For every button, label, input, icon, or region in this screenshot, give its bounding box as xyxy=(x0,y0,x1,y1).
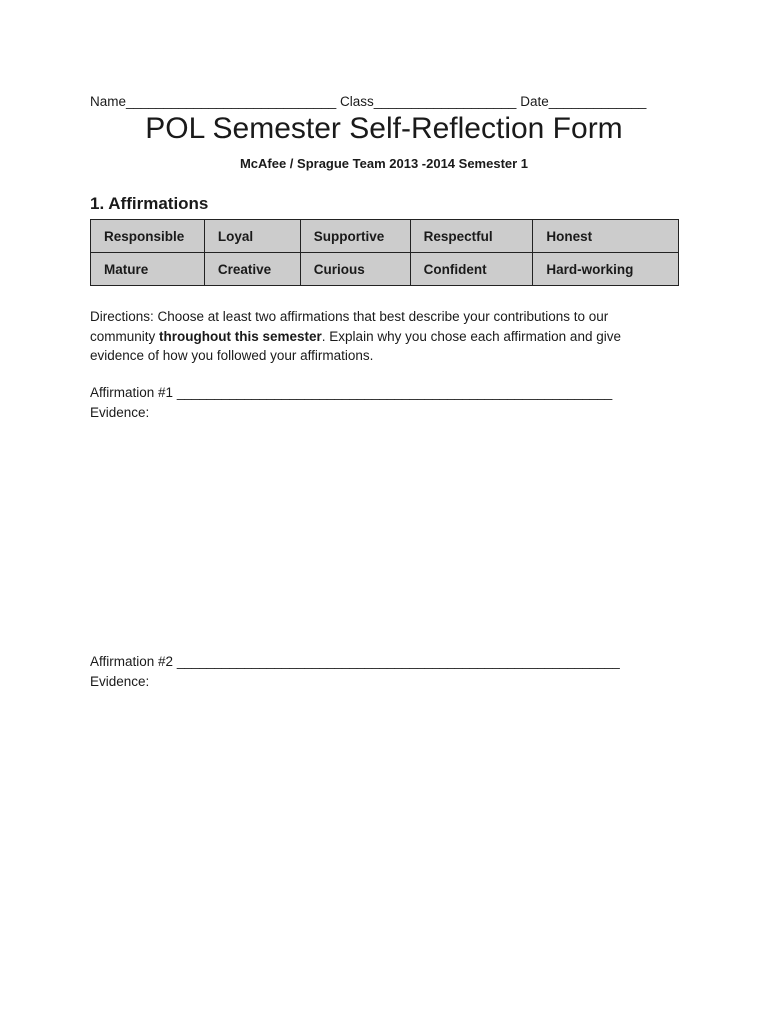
affirmation-1-evidence-label: Evidence: xyxy=(90,405,150,420)
class-label: Class xyxy=(340,94,374,109)
affirmation-1-label: Affirmation #1 xyxy=(90,385,174,400)
affirmations-table xyxy=(90,219,679,286)
table-cell: Supportive xyxy=(300,220,410,253)
table-cell: Respectful xyxy=(410,220,533,253)
name-blank: ____________________________ xyxy=(126,94,337,109)
directions-emphasis: throughout this semester xyxy=(159,328,322,344)
table-cell: Curious xyxy=(300,253,410,286)
section-heading: 1. Affirmations xyxy=(90,194,209,213)
affirmation-1-blank: __________________________________________________________ xyxy=(176,385,613,400)
table-cell: Responsible xyxy=(91,220,205,253)
directions-text xyxy=(90,307,670,366)
page-title: POL Semester Self-Reflection Form xyxy=(145,112,623,145)
date-label: Date xyxy=(520,94,549,109)
table-cell: Loyal xyxy=(204,220,300,253)
affirmation-2-label: Affirmation #2 xyxy=(90,654,174,669)
affirmation-2-blank: ___________________________________________________________ xyxy=(176,654,620,669)
directions-part1: Directions: Choose at least two affirmations that best describe your contributions to our community xyxy=(90,309,609,344)
affirmation-2-line xyxy=(90,654,620,669)
name-label: Name xyxy=(90,94,127,109)
table-cell: Confident xyxy=(410,253,533,286)
table-row xyxy=(91,220,679,253)
table-cell: Hard-working xyxy=(533,253,679,286)
table-cell: Mature xyxy=(91,253,205,286)
table-cell: Creative xyxy=(204,253,300,286)
directions-part2: . Explain why you chose each affirmation and give evidence of how you followed your affirmations. xyxy=(90,328,621,363)
header-fields xyxy=(90,94,690,109)
affirmation-2-evidence-label: Evidence: xyxy=(90,674,150,689)
date-blank: _____________ xyxy=(548,94,647,109)
affirmation-1-line xyxy=(90,385,612,400)
table-cell: Honest xyxy=(533,220,679,253)
page-subtitle: McAfee / Sprague Team 2013 -2014 Semester 1 xyxy=(239,156,529,171)
class-blank: ___________________ xyxy=(373,94,517,109)
table-row xyxy=(91,253,679,286)
